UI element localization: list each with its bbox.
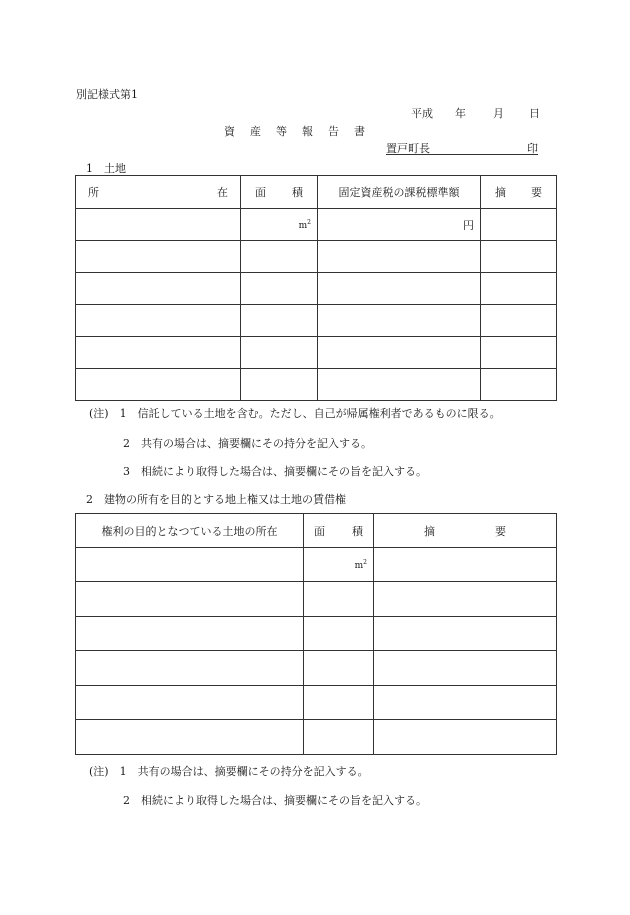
header-remarks: 摘 要 xyxy=(374,514,557,548)
remarks-cell[interactable] xyxy=(481,305,557,337)
land-location-cell[interactable] xyxy=(76,617,304,651)
table-row xyxy=(76,548,557,582)
area-cell[interactable] xyxy=(241,305,318,337)
table-row xyxy=(76,720,557,755)
tax-base-cell[interactable]: 円 xyxy=(318,209,481,241)
table-row xyxy=(76,617,557,651)
land-location-cell[interactable] xyxy=(76,720,304,755)
area-cell[interactable]: $m^2$ xyxy=(304,548,374,582)
land-location-cell[interactable] xyxy=(76,582,304,617)
remarks-cell[interactable] xyxy=(374,617,557,651)
land-location-cell[interactable] xyxy=(76,651,304,686)
area-cell[interactable]: $m^2$ xyxy=(241,209,318,241)
header-area: 面 積 xyxy=(304,514,374,548)
section1-note-3: 3 相続により取得した場合は、摘要欄にその旨を記入する。 xyxy=(123,465,427,478)
remarks-cell[interactable] xyxy=(481,273,557,305)
header-tax-base: 固定資産税の課税標準額 xyxy=(318,176,481,209)
table-row xyxy=(76,305,557,337)
table-header-row xyxy=(76,514,557,548)
section2-title: 2 建物の所有を目的とする地上権又は土地の賃借権 xyxy=(86,493,346,506)
document-title xyxy=(224,123,380,139)
area-cell[interactable] xyxy=(241,337,318,369)
remarks-cell[interactable] xyxy=(374,582,557,617)
area-cell[interactable] xyxy=(304,686,374,720)
table-row xyxy=(76,273,557,305)
tax-base-cell[interactable] xyxy=(318,273,481,305)
area-cell[interactable] xyxy=(304,617,374,651)
area-cell[interactable] xyxy=(241,241,318,273)
date-year: 年 xyxy=(455,107,466,120)
area-cell[interactable] xyxy=(304,720,374,755)
date-era: 平成 xyxy=(411,107,433,120)
location-cell[interactable] xyxy=(76,273,241,305)
remarks-cell[interactable] xyxy=(481,337,557,369)
section2-note-2: 2 相続により取得した場合は、摘要欄にその旨を記入する。 xyxy=(123,794,427,807)
seal-mark: 印 xyxy=(527,142,538,155)
addressee-name: 置戸町長 xyxy=(386,142,430,155)
title-char: 等 xyxy=(276,125,287,138)
table-row xyxy=(76,582,557,617)
remarks-cell[interactable] xyxy=(374,651,557,686)
tax-base-cell[interactable] xyxy=(318,337,481,369)
tax-base-cell[interactable] xyxy=(318,241,481,273)
date-line xyxy=(411,105,540,121)
section2-note-1: (注) 1 共有の場合は、摘要欄にその持分を記入する。 xyxy=(89,765,369,778)
title-char: 書 xyxy=(354,125,365,138)
addressee-line xyxy=(386,140,538,155)
remarks-cell[interactable] xyxy=(481,241,557,273)
table-row xyxy=(76,337,557,369)
table-header-row xyxy=(76,176,557,209)
title-char: 報 xyxy=(302,125,313,138)
header-location: 所 在 xyxy=(76,176,241,209)
table-row xyxy=(76,686,557,720)
land-location-cell[interactable] xyxy=(76,686,304,720)
location-cell[interactable] xyxy=(76,305,241,337)
header-remarks: 摘 要 xyxy=(481,176,557,209)
remarks-cell[interactable] xyxy=(374,548,557,582)
location-cell[interactable] xyxy=(76,369,241,401)
leasehold-table xyxy=(75,513,557,755)
title-char: 資 xyxy=(224,125,235,138)
title-char: 産 xyxy=(250,125,261,138)
area-cell[interactable] xyxy=(241,369,318,401)
form-number: 別記様式第1 xyxy=(76,88,138,101)
section1-note-2: 2 共有の場合は、摘要欄にその持分を記入する。 xyxy=(123,437,372,450)
location-cell[interactable] xyxy=(76,337,241,369)
section1-title: 1 土地 xyxy=(86,162,126,175)
remarks-cell[interactable] xyxy=(481,369,557,401)
area-cell[interactable] xyxy=(304,651,374,686)
land-table xyxy=(75,175,557,401)
area-cell[interactable] xyxy=(241,273,318,305)
date-month: 月 xyxy=(493,107,504,120)
land-location-cell[interactable] xyxy=(76,548,304,582)
section1-note-1: (注) 1 信託している土地を含む。ただし、自己が帰属権利者であるものに限る。 xyxy=(89,407,501,420)
table-row xyxy=(76,209,557,241)
header-area: 面 積 xyxy=(241,176,318,209)
remarks-cell[interactable] xyxy=(481,209,557,241)
table-row xyxy=(76,369,557,401)
tax-base-cell[interactable] xyxy=(318,305,481,337)
location-cell[interactable] xyxy=(76,241,241,273)
location-cell[interactable] xyxy=(76,209,241,241)
table-row xyxy=(76,651,557,686)
remarks-cell[interactable] xyxy=(374,686,557,720)
date-day: 日 xyxy=(529,107,540,120)
header-land-location: 権利の目的となつている土地の所在 xyxy=(76,514,304,548)
title-char: 告 xyxy=(328,125,339,138)
table-row xyxy=(76,241,557,273)
area-cell[interactable] xyxy=(304,582,374,617)
tax-base-cell[interactable] xyxy=(318,369,481,401)
remarks-cell[interactable] xyxy=(374,720,557,755)
